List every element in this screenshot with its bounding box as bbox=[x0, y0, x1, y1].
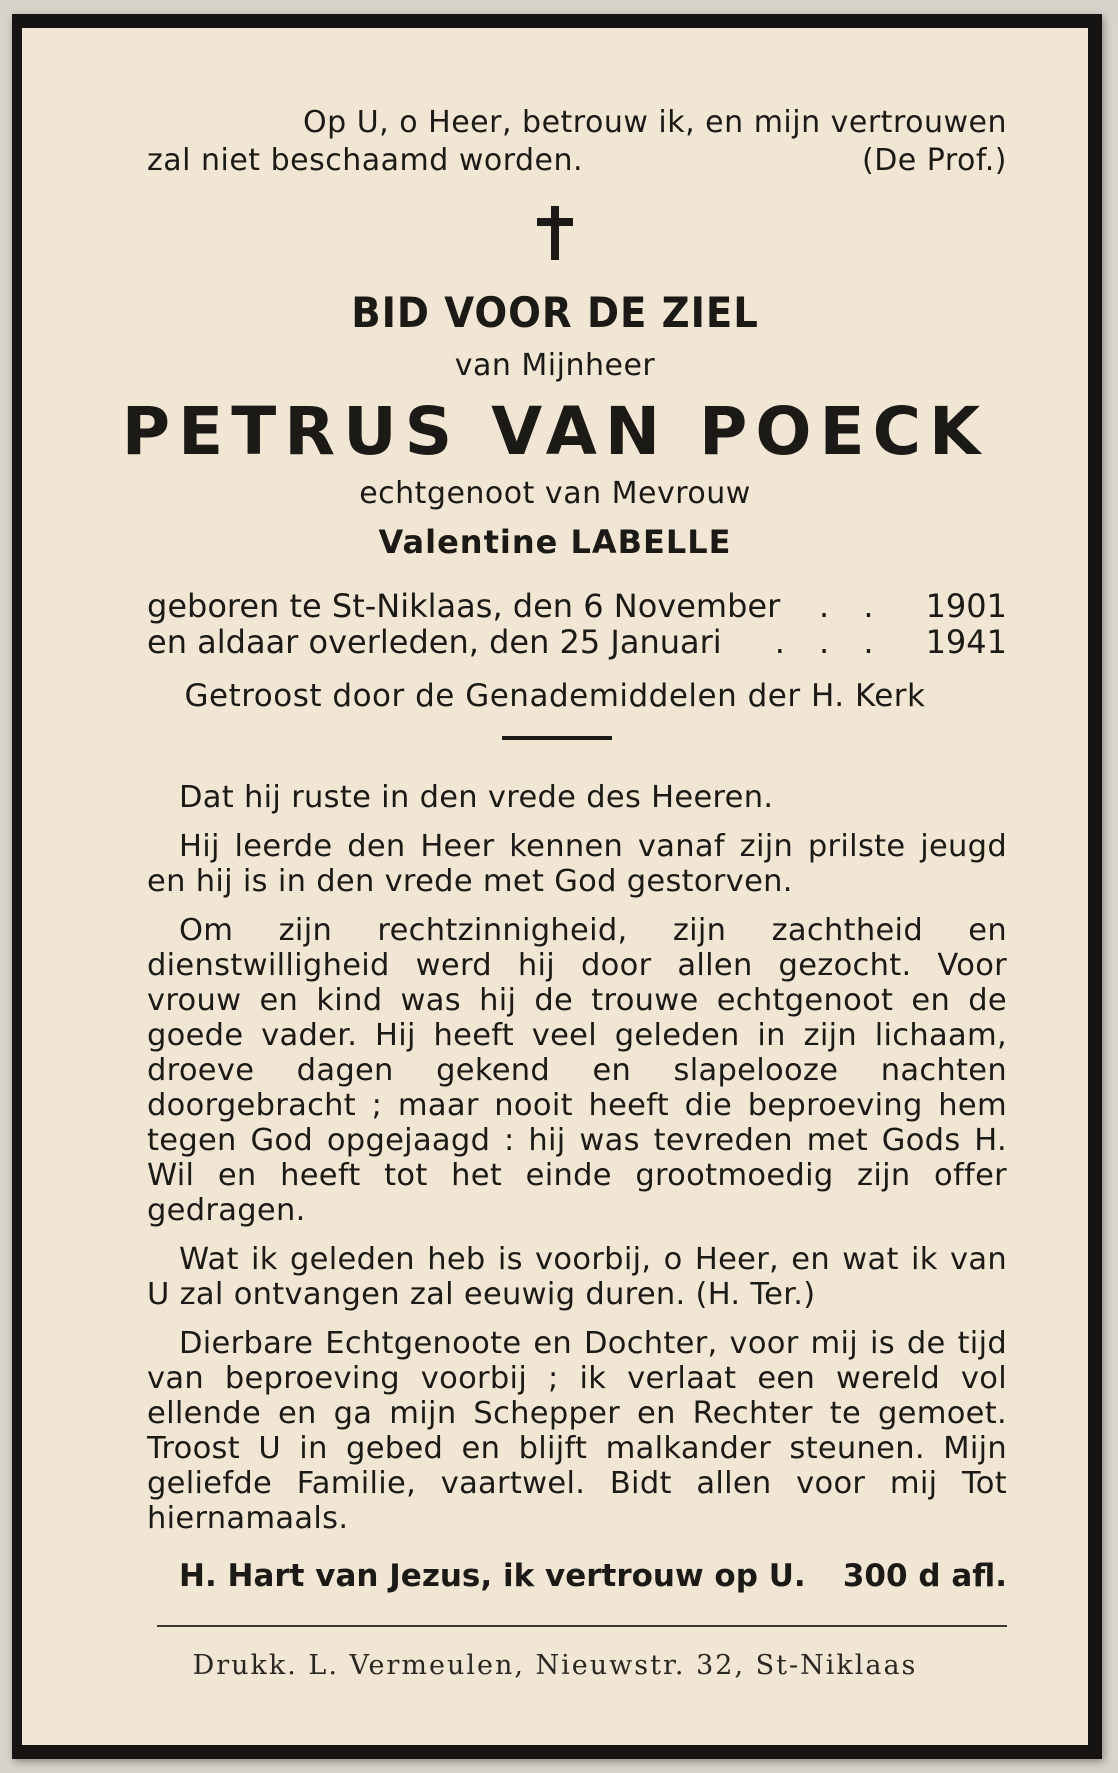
paragraph-4: Wat ik geleden heb is voorbij, o Heer, en wat ik van U zal ontvangen zal eeuwig duren. (H. Ter.) bbox=[147, 1242, 1007, 1312]
van-mijnheer: van Mijnheer bbox=[454, 348, 656, 383]
deceased-name: PETRUS VAN POECK bbox=[121, 393, 989, 470]
consoled-line: Getroost door de Genademiddelen der H. Kerk bbox=[184, 678, 926, 714]
footer-divider bbox=[157, 1625, 1007, 1627]
card-content bbox=[22, 28, 1088, 1745]
indulgence: 300 d afl. bbox=[842, 1558, 1007, 1594]
spouse-name: Valentine LABELLE bbox=[378, 523, 732, 561]
prayer-line bbox=[147, 1558, 1007, 1594]
bible-quote bbox=[147, 104, 1007, 180]
birth-dots: . . bbox=[819, 587, 886, 625]
quote-line-2 bbox=[147, 142, 1007, 180]
paragraph-1: Dat hij ruste in den vrede des Heeren. bbox=[179, 780, 774, 815]
prayer-text: H. Hart van Jezus, ik vertrouw op U. bbox=[179, 1558, 806, 1594]
paragraph-2: Hij leerde den Heer kennen vanaf zijn prilste jeugd en hij is in den vrede met God gestorven. bbox=[147, 829, 1007, 899]
divider bbox=[502, 736, 612, 740]
latin-cross-icon bbox=[22, 206, 1088, 264]
birth-text: geboren te St-Niklaas, den 6 November bbox=[147, 587, 781, 625]
quote-line-1: Op U, o Heer, betrouw ik, en mijn vertrouwen bbox=[303, 105, 1007, 140]
birth-row bbox=[147, 588, 1007, 624]
birth-year: 1901 bbox=[925, 587, 1007, 625]
quote-line-2-text: zal niet beschaamd worden. bbox=[147, 143, 584, 178]
spouse-intro: echtgenoot van Mevrouw bbox=[359, 476, 751, 511]
death-row bbox=[147, 624, 1007, 660]
death-year: 1941 bbox=[925, 623, 1007, 661]
body-text bbox=[147, 780, 1007, 1550]
printer-credit: Drukk. L. Vermeulen, Nieuwstr. 32, St-Niklaas bbox=[192, 1650, 918, 1681]
quote-source: (De Prof.) bbox=[861, 143, 1007, 178]
paragraph-5: Dierbare Echtgenoote en Dochter, voor mij is de tijd van beproeving voorbij ; ik verlaat een wereld vol ellende en ga mijn Schepper en Rechter te gemoet. Troost U in gebed en blijft malkander steunen. Mijn geliefde Familie, vaartwel. Bidt allen voor mij Tot hiernamaals. bbox=[147, 1326, 1007, 1536]
memorial-card bbox=[12, 14, 1102, 1759]
heading: BID VOOR DE ZIEL bbox=[351, 288, 759, 337]
paragraph-3: Om zijn rechtzinnigheid, zijn zachtheid en dienstwilligheid werd hij door allen gezocht. Voor vrouw en kind was hij de trouwe echtgenoot en de goede vader. Hij heeft veel geleden in zijn lichaam, droeve dagen gekend en slapelooze nachten doorgebracht ; maar nooit heeft die beproeving hem tegen God opgejaagd : hij was tevreden met Gods H. Wil en heeft tot het einde grootmoedig zijn offer gedragen. bbox=[147, 913, 1007, 1228]
death-text: en aldaar overleden, den 25 Januari bbox=[147, 623, 722, 661]
life-dates bbox=[147, 588, 1007, 660]
death-dots: . . . bbox=[774, 623, 886, 661]
